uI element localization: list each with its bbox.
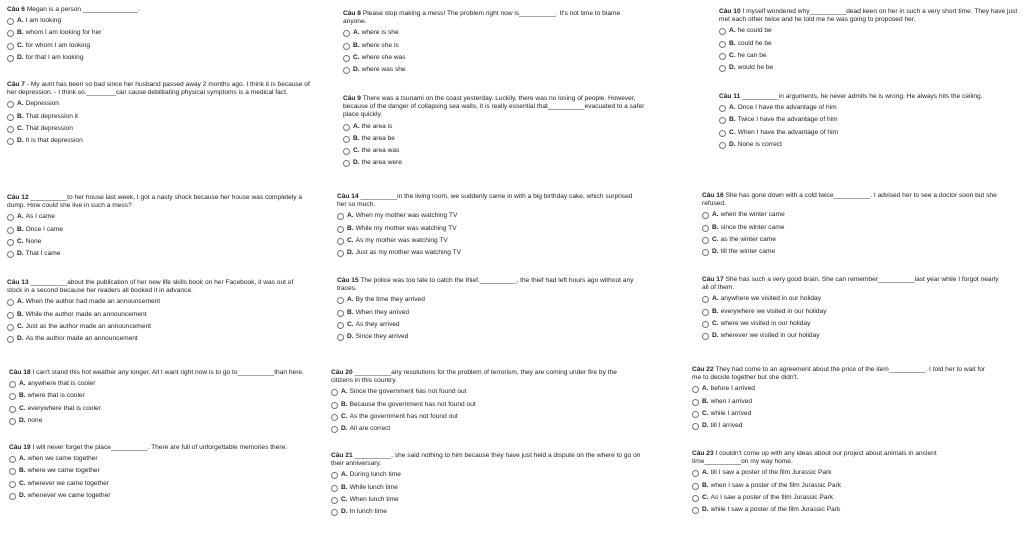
radio-button[interactable] bbox=[719, 28, 726, 35]
option-d[interactable]: D. none bbox=[9, 417, 319, 425]
option-b[interactable]: B. could he be bbox=[719, 40, 1019, 48]
question-20: Câu 20 __________any resolutions for the problem of terrorism, they are coming under fire by the citizens in this country. A. Since the government has not found out B. Because the government has not found out C. As the government has not found out D. All are correct bbox=[331, 369, 631, 437]
radio-button[interactable] bbox=[702, 225, 709, 232]
option-c[interactable]: C. where she was bbox=[343, 54, 643, 62]
radio-button[interactable] bbox=[719, 142, 726, 149]
option-c[interactable]: C. wherever we came together bbox=[9, 480, 319, 488]
option-d[interactable]: D. for that I am looking bbox=[7, 54, 307, 62]
radio-button[interactable] bbox=[719, 130, 726, 137]
option-a[interactable]: A. before I arrived bbox=[692, 385, 992, 393]
radio-button[interactable] bbox=[692, 483, 699, 490]
radio-button[interactable] bbox=[692, 495, 699, 502]
radio-button[interactable] bbox=[337, 322, 344, 329]
option-a[interactable]: A. he could be bbox=[719, 27, 1019, 35]
question-text: There was a tsunami on the coast yesterday. Luckily, there was no losing of people. However, because of the danger of collapsing sea walls, it is really essential that__________evacuated to a safer place quickly. bbox=[343, 95, 645, 119]
option-a[interactable]: A. During lunch time bbox=[331, 471, 641, 479]
question-19: Câu 19 I will never forget the place__________. There are full of unforgettable memories there. A. when we came together B. where we came together C. wherever we came together D. whenever we came together bbox=[9, 444, 319, 504]
option-c[interactable]: C. As I saw a poster of the film Jurassic Park bbox=[692, 494, 962, 502]
option-b[interactable]: B. everywhere we visited in our holiday bbox=[702, 308, 1002, 316]
radio-button[interactable] bbox=[337, 213, 344, 220]
option-c[interactable]: C. for whom I am looking bbox=[7, 42, 307, 50]
question-text: The police was too late to catch the thief.__________, the thief had left hours ago without any traces. bbox=[337, 277, 634, 293]
radio-button[interactable] bbox=[702, 321, 709, 328]
option-c[interactable]: C. When I have the advantage of him bbox=[719, 129, 1019, 137]
option-c[interactable]: C. while I arrived bbox=[692, 410, 992, 418]
option-d[interactable]: D. That I came bbox=[7, 250, 307, 258]
option-b[interactable]: B. whom I am looking for her bbox=[7, 29, 307, 37]
option-d[interactable]: D. wherever we visited in our holiday bbox=[702, 332, 1002, 340]
radio-button[interactable] bbox=[337, 310, 344, 317]
radio-button[interactable] bbox=[337, 297, 344, 304]
option-a[interactable]: A. when the winter came bbox=[702, 211, 1002, 219]
option-d[interactable]: D. In lunch time bbox=[331, 508, 641, 516]
radio-button[interactable] bbox=[9, 381, 16, 388]
radio-button[interactable] bbox=[7, 55, 14, 62]
option-b[interactable]: B. where she is bbox=[343, 42, 643, 50]
option-d[interactable]: D. It is that depression bbox=[7, 137, 312, 145]
radio-button[interactable] bbox=[343, 148, 350, 155]
radio-button[interactable] bbox=[9, 418, 16, 425]
radio-button[interactable] bbox=[702, 237, 709, 244]
option-a[interactable]: A. anywhere that is cooler bbox=[9, 380, 319, 388]
radio-button[interactable] bbox=[692, 411, 699, 418]
radio-button[interactable] bbox=[7, 43, 14, 50]
question-16: Câu 16 She has gone down with a cold twice__________. I advised her to see a doctor soon but she refused. A. when the winter came B. since the winter came C. as the winter came D. till the winter came bbox=[702, 192, 1002, 260]
question-6: Câu 6 Megan is a person _______________. A. I am looking B. whom I am looking for her C. for whom I am looking D. for that I am looking bbox=[7, 6, 307, 66]
option-a[interactable]: A. when we came together bbox=[9, 455, 319, 463]
radio-button[interactable] bbox=[343, 67, 350, 74]
question-text: - My aunt has been so bad since her husband passed away 2 months ago. I think it is because of her depression. - I think so.________can cause debilitating physical symptoms is a medical fact. bbox=[7, 81, 310, 97]
question-text: She has such a very good brain. She can remember__________last year while I forgot nearly all of them. bbox=[702, 276, 999, 292]
radio-button[interactable] bbox=[692, 386, 699, 393]
radio-button[interactable] bbox=[343, 55, 350, 62]
radio-button[interactable] bbox=[9, 493, 16, 500]
radio-button[interactable] bbox=[7, 18, 14, 25]
option-b[interactable]: B. Once I came bbox=[7, 226, 307, 234]
option-a[interactable]: A. By the time they arrived bbox=[337, 296, 642, 304]
radio-button[interactable] bbox=[692, 470, 699, 477]
question-text: __________, she said nothing to him because they have just held a dispute on the where to go on their anniversary. bbox=[331, 452, 641, 468]
option-d[interactable]: D. Just as my mother was watching TV bbox=[337, 249, 642, 257]
option-b[interactable]: B. the area be bbox=[343, 135, 648, 143]
question-text: __________in arguments, he never admits he is wrong. He always hits the ceiling. bbox=[742, 93, 983, 100]
radio-button[interactable] bbox=[702, 249, 709, 256]
option-c[interactable]: C. As my mother was watching TV bbox=[337, 237, 642, 245]
option-a[interactable]: A. Depression bbox=[7, 100, 312, 108]
option-a[interactable]: A. the area is bbox=[343, 123, 648, 131]
question-text: Please stop making a mess! The problem right now is__________. It's not time to blame anyone. bbox=[343, 10, 621, 26]
option-c[interactable]: C. That depression bbox=[7, 125, 312, 133]
radio-button[interactable] bbox=[692, 423, 699, 430]
option-a[interactable]: A. Since the government has not found out bbox=[331, 388, 631, 396]
option-c[interactable]: C. everywhere that is cooler bbox=[9, 405, 319, 413]
option-d[interactable]: D. the area were bbox=[343, 159, 648, 167]
radio-button[interactable] bbox=[343, 136, 350, 143]
option-a[interactable]: A. As I came bbox=[7, 213, 307, 221]
radio-button[interactable] bbox=[7, 227, 14, 234]
radio-button[interactable] bbox=[9, 406, 16, 413]
radio-button[interactable] bbox=[343, 160, 350, 167]
radio-button[interactable] bbox=[7, 312, 14, 319]
option-c[interactable]: C. As they arrived bbox=[337, 321, 642, 329]
option-b[interactable]: B. While the author made an announcement bbox=[7, 311, 307, 319]
option-a[interactable]: A. When my mother was watching TV bbox=[337, 212, 642, 220]
question-text: __________in the living room, we suddenly came in with a big birthday cake, which surprised her so much. bbox=[337, 193, 633, 209]
question-14: Câu 14 __________in the living room, we suddenly came in with a big birthday cake, which surprised her so much. A. When my mother was watching TV B. While my mother was watching TV C. As my mother was watching TV D. Just as my mother was watching TV bbox=[337, 193, 642, 261]
option-d[interactable]: D. whenever we came together bbox=[9, 492, 319, 500]
question-text: __________about the publication of her new life skills book on her Facebook, it was out of stock in a second because her readers all booked it in advance. bbox=[7, 279, 294, 295]
radio-button[interactable] bbox=[9, 481, 16, 488]
radio-button[interactable] bbox=[7, 114, 14, 121]
option-d[interactable]: D. where was she bbox=[343, 66, 643, 74]
radio-button[interactable] bbox=[9, 393, 16, 400]
option-c[interactable]: C. None bbox=[7, 238, 307, 246]
question-13: Câu 13 __________about the publication of her new life skills book on her Facebook, it was out of stock in a second because her readers all booked it in advance. A. When the author had made an announcement B. While the author made an announcement C. Just as the author made an announcement D. As the author made an announcement bbox=[7, 279, 307, 347]
question-15: Câu 15 The police was too late to catch the thief.__________, the thief had left hours ago without any traces. A. By the time they arrived B. When they arrived C. As they arrived D. Since they arrived bbox=[337, 277, 642, 345]
option-c[interactable]: C. the area was bbox=[343, 147, 648, 155]
question-10: Câu 10 I myself wondered why__________dead keen on her in such a very short time. They have just met each other twice and he told me he was going to proposed her. A. he could be B. could he be C. he can be D. would he be bbox=[719, 8, 1018, 72]
option-a[interactable]: A. I am looking bbox=[7, 17, 307, 25]
option-b[interactable]: B. when I arrived bbox=[692, 398, 992, 406]
radio-button[interactable] bbox=[702, 296, 709, 303]
radio-button[interactable] bbox=[692, 507, 699, 514]
question-22: Câu 22 They had come to an agreement about the price of the item__________. I told her to wait for me to decide together but she didn't. A. before I arrived B. when I arrived C. while I arrived D. till I arrived bbox=[692, 366, 992, 434]
radio-button[interactable] bbox=[337, 226, 344, 233]
radio-button[interactable] bbox=[9, 456, 16, 463]
radio-button[interactable] bbox=[702, 333, 709, 340]
question-9: Câu 9 There was a tsunami on the coast yesterday. Luckily, there was no losing of people. However, because of the danger of collapsing sea walls, it is really essential that__________evacuated to a safer place quickly. A. the area is B. the area be C. the area was D. the area were bbox=[343, 95, 648, 172]
option-d[interactable]: D. All are correct bbox=[331, 425, 631, 433]
question-text: I will never forget the place__________. There are full of unforgettable memories there. bbox=[32, 444, 288, 451]
option-c[interactable]: C. he can be bbox=[719, 52, 1019, 60]
question-21: Câu 21 __________, she said nothing to him because they have just held a dispute on the where to go on their anniversary. A. During lunch time B. While lunch time C. When lunch time D. In lunch time bbox=[331, 452, 641, 516]
radio-button[interactable] bbox=[331, 414, 338, 421]
radio-button[interactable] bbox=[7, 126, 14, 133]
radio-button[interactable] bbox=[337, 250, 344, 257]
option-a[interactable]: A. anywhere we visited in our holiday bbox=[702, 295, 1002, 303]
option-a[interactable]: A. Once I have the advantage of him bbox=[719, 104, 1019, 112]
question-17: Câu 17 She has such a very good brain. She can remember__________last year while I forgot nearly all of them. A. anywhere we visited in our holiday B. everywhere we visited in our holiday C. where we visited in our holiday D. wherever we visited in our holiday bbox=[702, 276, 1002, 344]
option-b[interactable]: B. When they arrived bbox=[337, 309, 642, 317]
radio-button[interactable] bbox=[331, 497, 338, 504]
option-d[interactable]: D. while I saw a poster of the film Jurassic Park bbox=[692, 506, 962, 514]
option-d[interactable]: D. None is correct bbox=[719, 141, 1019, 149]
question-text: __________to her house last week, I got a nasty shock because her house was completely a dump. How could she live in such a mess? bbox=[7, 194, 303, 210]
radio-button[interactable] bbox=[719, 65, 726, 72]
radio-button[interactable] bbox=[337, 238, 344, 245]
question-text: I couldn't come up with any ideas about our project about animals in ancient time__________on my way home. bbox=[692, 450, 937, 466]
option-b[interactable]: B. While my mother was watching TV bbox=[337, 225, 642, 233]
option-d[interactable]: D. till the winter came bbox=[702, 248, 1002, 256]
option-b[interactable]: B. since the winter came bbox=[702, 224, 1002, 232]
radio-button[interactable] bbox=[7, 214, 14, 221]
question-12: Câu 12 __________to her house last week, I got a nasty shock because her house was completely a dump. How could she live in such a mess? A. As I came B. Once I came C. None D. That I came bbox=[7, 194, 307, 262]
radio-button[interactable] bbox=[331, 426, 338, 433]
radio-button[interactable] bbox=[343, 30, 350, 37]
option-d[interactable]: D. As the author made an announcement bbox=[7, 335, 307, 343]
option-b[interactable]: B. where that is cooler bbox=[9, 392, 319, 400]
option-c[interactable]: C. As the government has not found out bbox=[331, 413, 631, 421]
radio-button[interactable] bbox=[331, 389, 338, 396]
radio-button[interactable] bbox=[7, 138, 14, 145]
radio-button[interactable] bbox=[719, 53, 726, 60]
option-a[interactable]: A. where is she bbox=[343, 29, 643, 37]
option-d[interactable]: D. till I arrived bbox=[692, 422, 992, 430]
radio-button[interactable] bbox=[343, 43, 350, 50]
radio-button[interactable] bbox=[9, 468, 16, 475]
radio-button[interactable] bbox=[7, 336, 14, 343]
option-b[interactable]: B. Because the government has not found out bbox=[331, 401, 631, 409]
question-text: I can't stand this hot weather any longer. All I want right now is to go to__________than here. bbox=[32, 369, 304, 376]
radio-button[interactable] bbox=[7, 239, 14, 246]
option-b[interactable]: B. Twice I have the advantage of him bbox=[719, 116, 1019, 124]
option-b[interactable]: B. when I saw a poster of the film Jurassic Park bbox=[692, 482, 962, 490]
radio-button[interactable] bbox=[7, 251, 14, 258]
question-text: Megan is a person _______________. bbox=[26, 6, 140, 13]
question-text: They had come to an agreement about the price of the item__________. I told her to wait for me to decide together but she didn't. bbox=[692, 366, 986, 382]
radio-button[interactable] bbox=[719, 117, 726, 124]
option-c[interactable]: C. as the winter came bbox=[702, 236, 1002, 244]
option-b[interactable]: B. While lunch time bbox=[331, 484, 641, 492]
option-b[interactable]: B. That depression it bbox=[7, 113, 312, 121]
radio-button[interactable] bbox=[331, 402, 338, 409]
question-23: Câu 23 I couldn't come up with any ideas about our project about animals in ancient time__________on my way home. A. till I saw a poster of the film Jurassic Park B. when I saw a poster of the film Jurassic Park C. As I saw a poster of the film Jurassic Park D. while I saw a poster of the film Jurassic Park bbox=[692, 450, 962, 518]
question-text: I myself wondered why__________dead keen on her in such a very short time. They have just met each other twice and he told me he was going to proposed her. bbox=[719, 8, 1018, 24]
radio-button[interactable] bbox=[719, 41, 726, 48]
radio-button[interactable] bbox=[7, 101, 14, 108]
radio-button[interactable] bbox=[7, 324, 14, 331]
radio-button[interactable] bbox=[692, 399, 699, 406]
radio-button[interactable] bbox=[343, 124, 350, 131]
option-c[interactable]: C. When lunch time bbox=[331, 496, 641, 504]
option-c[interactable]: C. Just as the author made an announcement bbox=[7, 323, 307, 331]
option-a[interactable]: A. till I saw a poster of the film Jurassic Park bbox=[692, 469, 962, 477]
question-11: Câu 11 __________in arguments, he never admits he is wrong. He always hits the ceiling. A. Once I have the advantage of him B. Twice I have the advantage of him C. When I have the advantage of him D. None is correct bbox=[719, 93, 1019, 153]
radio-button[interactable] bbox=[331, 509, 338, 516]
question-text: __________any resolutions for the problem of terrorism, they are coming under fire by the citizens in this country. bbox=[331, 369, 617, 385]
option-d[interactable]: D. Since they arrived bbox=[337, 333, 642, 341]
radio-button[interactable] bbox=[702, 212, 709, 219]
question-7: Câu 7 - My aunt has been so bad since her husband passed away 2 months ago. I think it is because of her depression. - I think so.________can cause debilitating physical symptoms is a medical fact. A. Depression B. That depression it C. That depression D. It is that depression bbox=[7, 81, 312, 149]
radio-button[interactable] bbox=[331, 472, 338, 479]
question-8: Câu 8 Please stop making a mess! The problem right now is__________. It's not time to blame anyone. A. where is she B. where she is C. where she was D. where was she bbox=[343, 10, 643, 78]
radio-button[interactable] bbox=[7, 30, 14, 37]
radio-button[interactable] bbox=[331, 485, 338, 492]
option-a[interactable]: A. When the author had made an announcement bbox=[7, 298, 307, 306]
option-b[interactable]: B. where we came together bbox=[9, 467, 319, 475]
question-18: Câu 18 I can't stand this hot weather any longer. All I want right now is to go to__________than here. A. anywhere that is cooler B. where that is cooler C. everywhere that is cooler D. none bbox=[9, 369, 319, 429]
radio-button[interactable] bbox=[7, 299, 14, 306]
radio-button[interactable] bbox=[702, 309, 709, 316]
option-d[interactable]: D. would he be bbox=[719, 64, 1019, 72]
question-text: She has gone down with a cold twice__________. I advised her to see a doctor soon but she refused. bbox=[702, 192, 997, 208]
radio-button[interactable] bbox=[719, 105, 726, 112]
radio-button[interactable] bbox=[337, 334, 344, 341]
option-c[interactable]: C. where we visited in our holiday bbox=[702, 320, 1002, 328]
